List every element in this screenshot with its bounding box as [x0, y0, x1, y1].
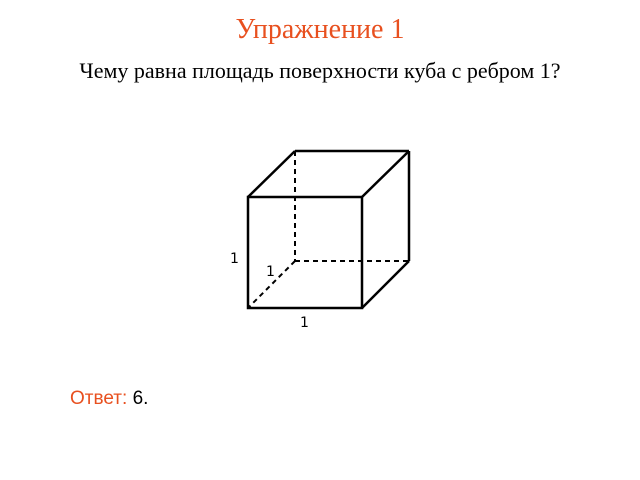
bottom-right-depth-edge [362, 261, 409, 308]
edge-label-depth: 1 [266, 264, 275, 280]
edge-label-width: 1 [300, 315, 309, 331]
answer [70, 388, 148, 410]
question-text: Чему равна площадь поверхности куба с ребром 1? [79, 58, 561, 83]
top-right-depth-edge [362, 151, 409, 197]
edge-label-height: 1 [230, 251, 239, 267]
front-face [248, 197, 362, 308]
slide-title: Упражнение 1 [235, 14, 405, 45]
answer-value: 6. [132, 388, 149, 409]
answer-label: Ответ: [70, 388, 128, 409]
top-left-depth-edge [248, 151, 295, 197]
